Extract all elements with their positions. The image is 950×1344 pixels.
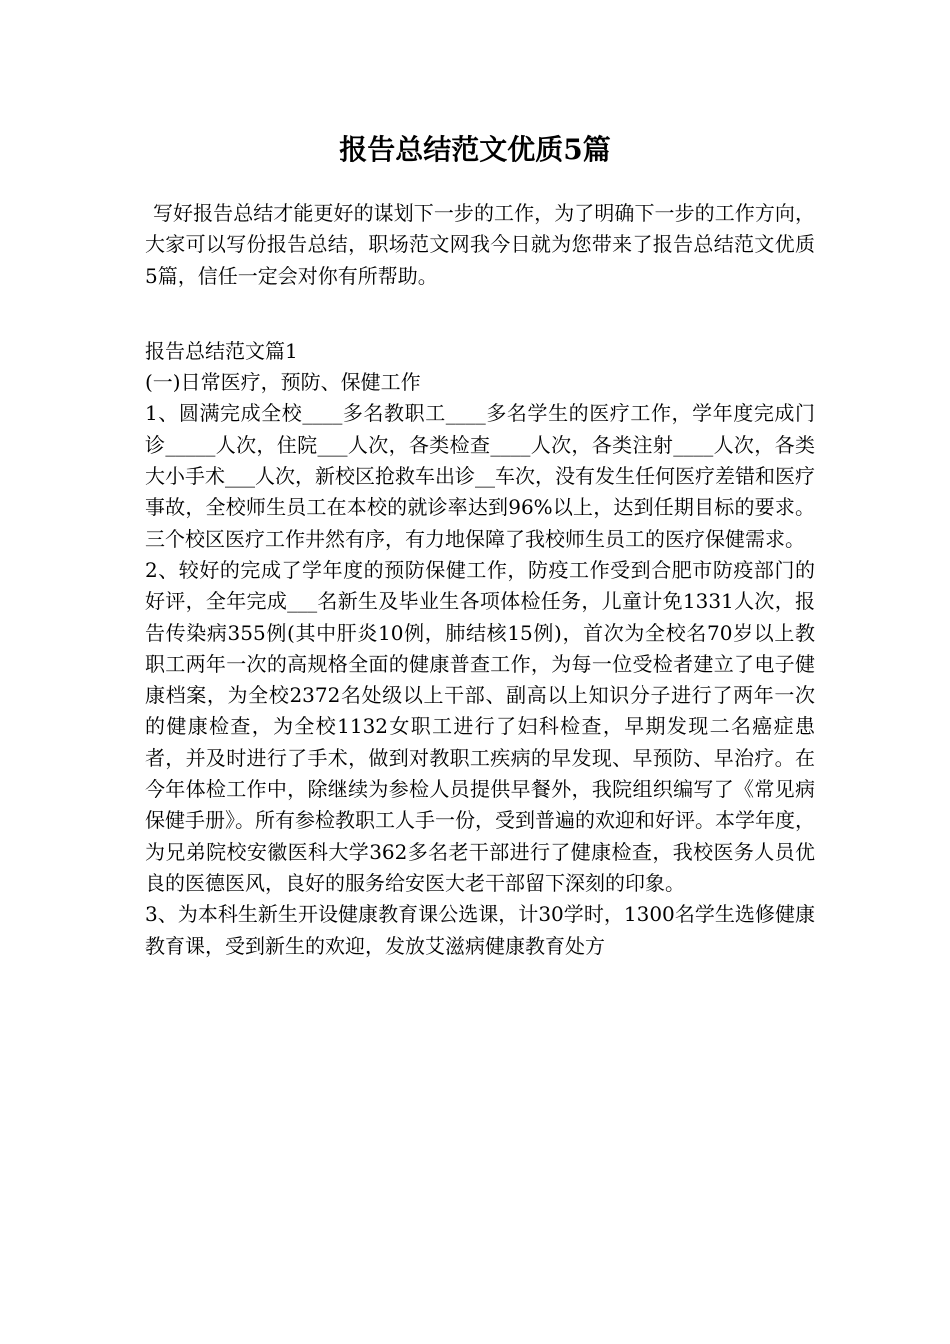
paragraph-spacer xyxy=(145,292,815,336)
subsection-heading: (一)日常医疗，预防、保健工作 xyxy=(145,370,421,395)
body-paragraph-3: 3、为本科生新生开设健康教育课公选课，计30学时，1300名学生选修健康教育课，受到新生的欢迎，发放艾滋病健康教育处方 xyxy=(145,902,815,958)
intro-paragraph: 写好报告总结才能更好的谋划下一步的工作，为了明确下一步的工作方向，大家可以写份报告总结，职场范文网我今日就为您带来了报告总结范文优质5篇，信任一定会对你有所帮助。 xyxy=(145,201,815,288)
body-paragraph-2: 2、较好的完成了学年度的预防保健工作，防疫工作受到合肥市防疫部门的好评，全年完成___名新生及毕业生各项体检任务，儿童计免1331人次，报告传染病355例(其中肝炎10例，肺结核15例)，首次为全校名70岁以上教职工两年一次的高规格全面的健康普查工作，为每一位受检者建立了电子健康档案，为全校2372名处级以上干部、副高以上知识分子进行了两年一次的健康检查，为全校1132女职工进行了妇科检查，早期发现二名癌症患者，并及时进行了手术，做到对教职工疾病的早发现、早预防、早治疗。在今年体检工作中，除继续为参检人员提供早餐外，我院组织编写了《常见病保健手册》。所有参检教职工人手一份，受到普遍的欢迎和好评。本学年度，为兄弟院校安徽医科大学362多名老干部进行了健康检查，我校医务人员优良的医德医风，良好的服务给安医大老干部留下深刻的印象。 xyxy=(145,557,815,895)
body-paragraph-1: 1、圆满完成全校____多名教职工____多名学生的医疗工作，学年度完成门诊_____人次，住院___人次，各类检查____人次，各类注射____人次，各类大小手术___人次，新校区抢救车出诊__车次，没有发生任何医疗差错和医疗事故，全校师生员工在本校的就诊率达到96%以上，达到任期目标的要求。三个校区医疗工作井然有序，有力地保障了我校师生员工的医疗保健需求。 xyxy=(145,401,815,551)
document-body xyxy=(145,198,815,962)
document-title: 报告总结范文优质5篇 xyxy=(339,133,611,166)
section-heading: 报告总结范文篇1 xyxy=(145,338,298,363)
